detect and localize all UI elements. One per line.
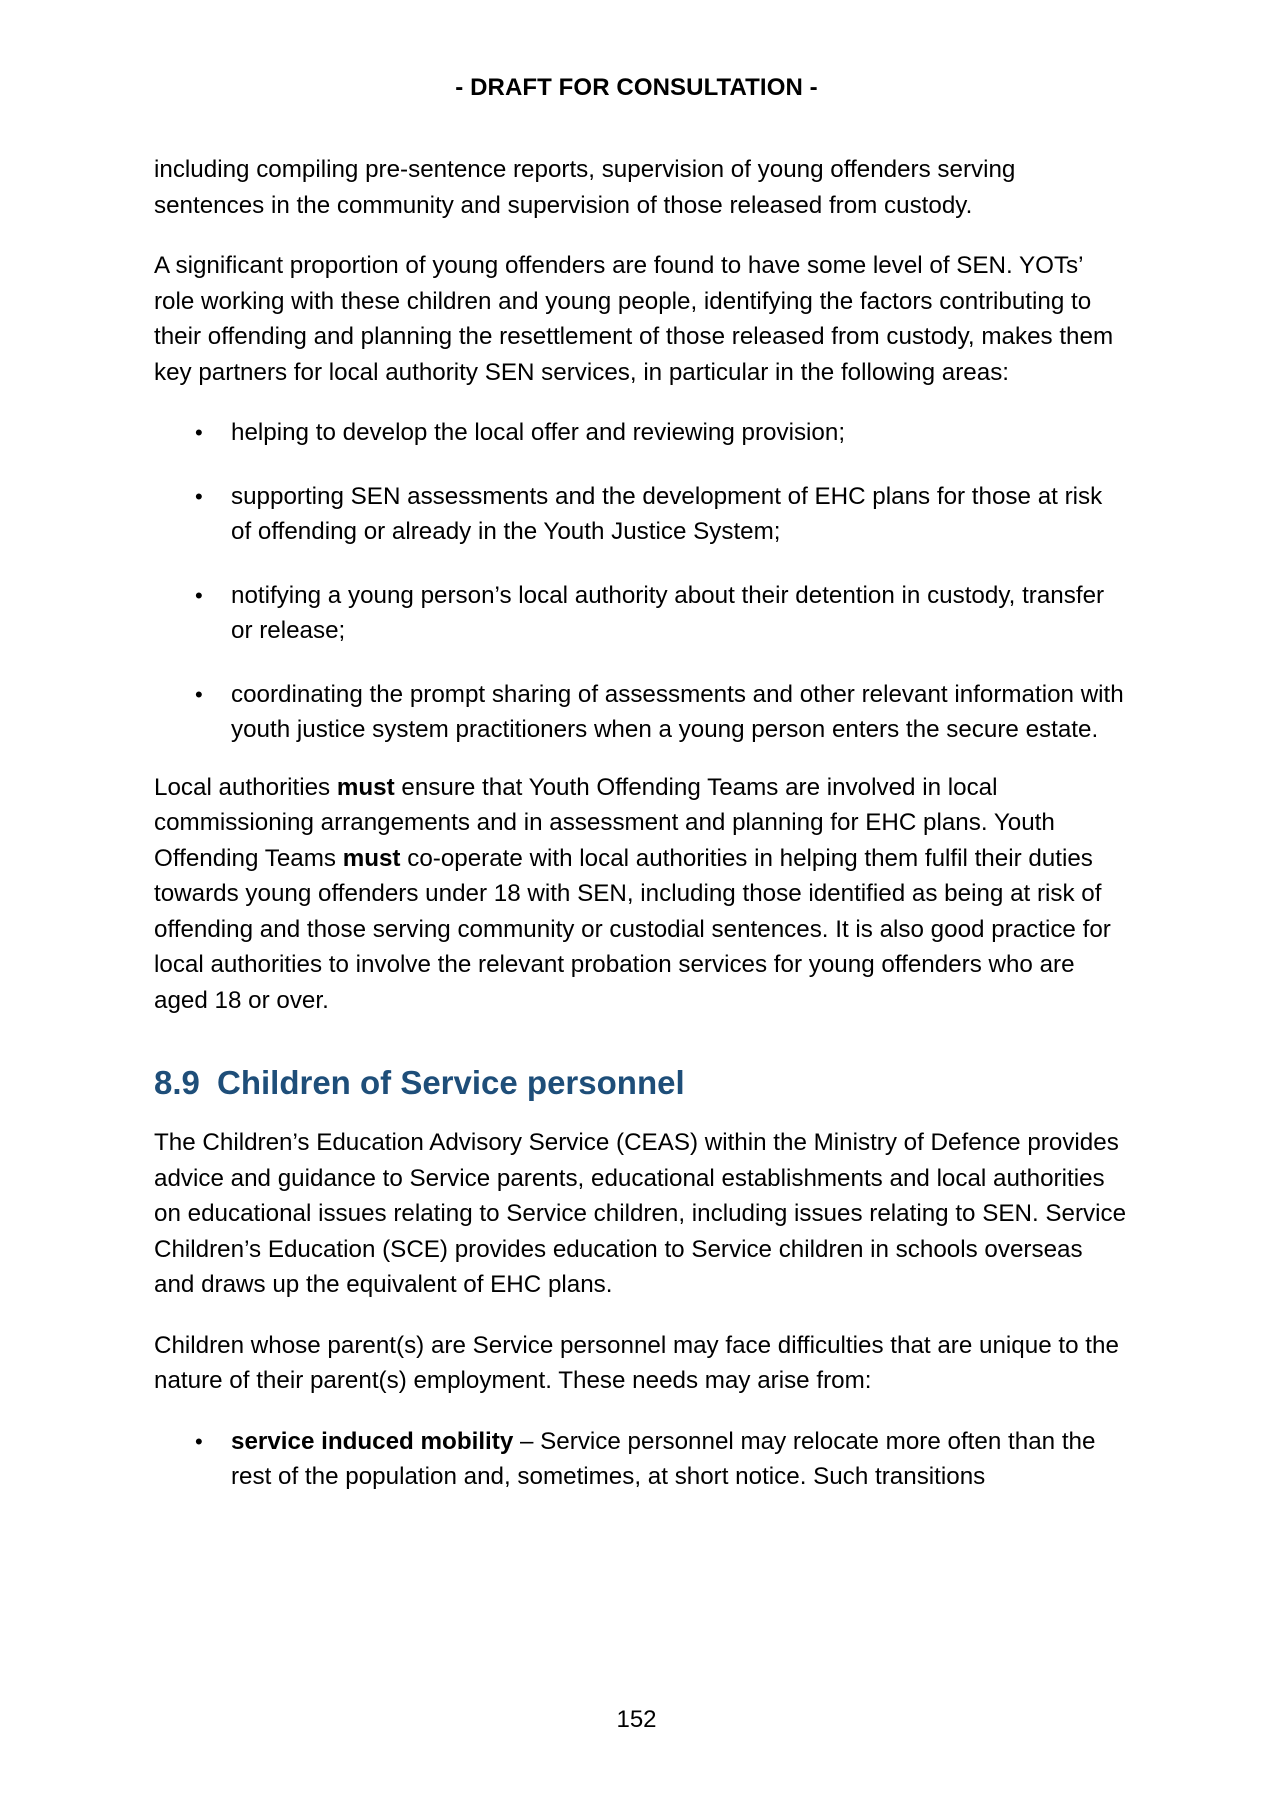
paragraph-yot-duties-continued: including compiling pre-sentence reports, supervision of young offenders serving sentences in the community and supervision of those released from custody. bbox=[154, 156, 1016, 219]
list-item-text: supporting SEN assessments and the development of EHC plans for those at risk of offending or already in the Youth Justice System; bbox=[231, 482, 1103, 545]
list-item bbox=[154, 1424, 1129, 1495]
bullet-icon: • bbox=[195, 1428, 203, 1454]
list-item bbox=[154, 677, 1129, 748]
bullet-icon: • bbox=[195, 420, 203, 445]
list-item-text: helping to develop the local offer and reviewing provision; bbox=[231, 419, 846, 446]
text-segment: ensure that Youth Offending Teams are involved in local commissioning arrangements and in assessment and planning for EHC plans. Youth Offending Teams bbox=[154, 773, 1055, 872]
section-number: 8.9 bbox=[154, 1064, 200, 1101]
list-item bbox=[154, 578, 1129, 649]
list-item-text: – Service personnel may relocate more often than the rest of the population and, sometimes, at short notice. Such transitions bbox=[231, 1427, 1096, 1490]
bullet-icon: • bbox=[195, 582, 203, 608]
paragraph-local-authority-duties bbox=[154, 770, 1129, 1019]
text-segment: Local authorities bbox=[154, 773, 337, 801]
bullet-icon: • bbox=[195, 681, 203, 707]
page-number: 152 bbox=[616, 1706, 657, 1733]
draft-header: - DRAFT FOR CONSULTATION - bbox=[455, 74, 818, 101]
list-item-term: service induced mobility bbox=[231, 1427, 514, 1455]
needs-list bbox=[154, 1424, 1129, 1495]
list-item-text: coordinating the prompt sharing of assessments and other relevant information with youth justice system practitioners when a young person enters the secure estate. bbox=[231, 680, 1124, 743]
text-segment: co-operate with local authorities in helping them fulfil their duties towards young offenders under 18 with SEN, including those identified as being at risk of offending and those serving community or custodial sentences. It is also good practice for local authorities to involve the relevant probation services for young offenders who are aged 18 or over. bbox=[154, 844, 1111, 1014]
list-item-text: notifying a young person’s local authority about their detention in custody, transfer or release; bbox=[231, 581, 1105, 644]
section-title: Children of Service personnel bbox=[217, 1064, 685, 1101]
paragraph-yot-sen-partners: A significant proportion of young offenders are found to have some level of SEN. YOTs’ role working with these children and young people, identifying the factors contributing to their offending and planning the resettlement of those released from custody, makes them key partners for local authority SEN services, in particular in the following areas: bbox=[154, 252, 1114, 386]
bullet-icon: • bbox=[195, 483, 203, 509]
page-content bbox=[154, 152, 1129, 1517]
emphasis-must: must bbox=[342, 844, 401, 872]
section-heading bbox=[154, 1063, 1129, 1103]
emphasis-must: must bbox=[336, 773, 395, 801]
paragraph-service-children-needs: Children whose parent(s) are Service personnel may face difficulties that are unique to the nature of their parent(s) employment. These needs may arise from: bbox=[154, 1331, 1119, 1394]
paragraph-ceas: The Children’s Education Advisory Service (CEAS) within the Ministry of Defence provides advice and guidance to Service parents, educational establishments and local authorities on educational issues relating to Service children, including issues relating to SEN. Service Children’s Education (SCE) provides education to Service children in schools overseas and draws up the equivalent of EHC plans. bbox=[154, 1129, 1127, 1298]
areas-list bbox=[154, 415, 1129, 748]
list-item bbox=[154, 479, 1129, 550]
list-item bbox=[154, 415, 1129, 451]
